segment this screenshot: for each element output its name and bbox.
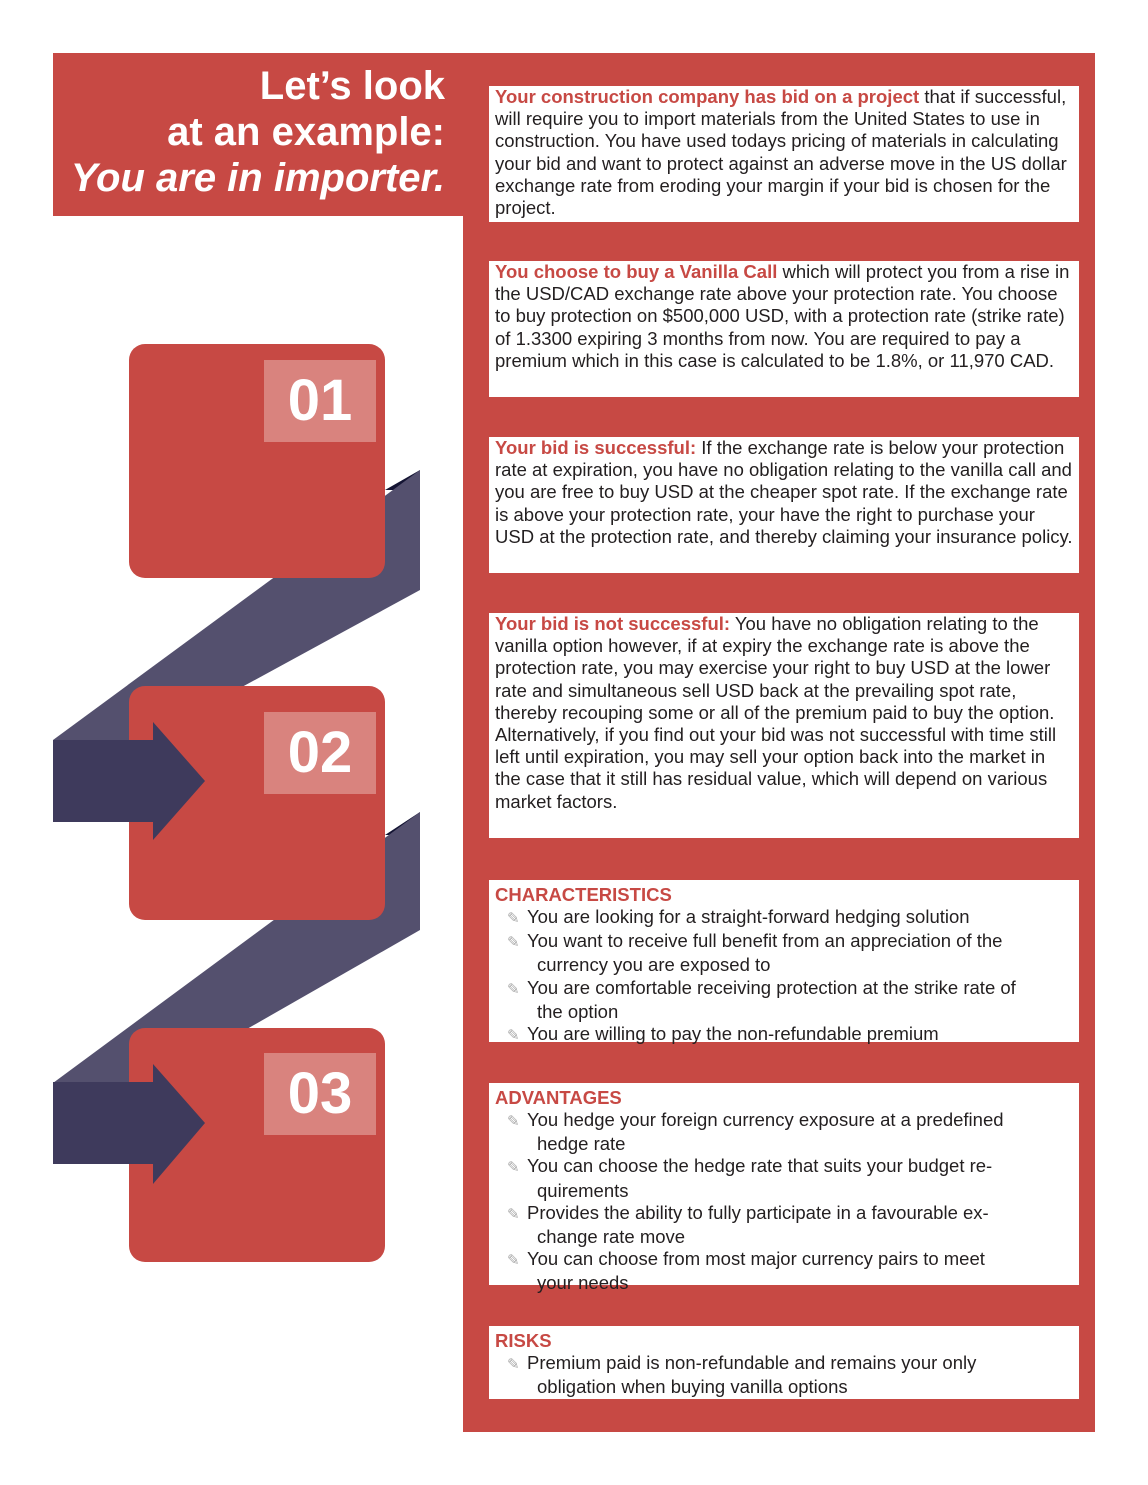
- project-lead: Your construction company has bid on a project: [495, 86, 920, 107]
- list-item: [507, 906, 1073, 930]
- arrow-head-3: [129, 1064, 205, 1184]
- list-item: [507, 977, 1073, 1023]
- advantages-box: [489, 1083, 1079, 1294]
- list-item: [507, 1352, 1073, 1398]
- successful-box: [489, 437, 1079, 573]
- not-successful-lead: Your bid is not successful:: [495, 613, 731, 634]
- project-body: that if successful, will require you to import materials from the United States to use in construction. You have used todays pricing of materials in calculating your bid and want to protect against an adverse move in the US dollar exchange rate from eroding your margin if your bid is chosen for the project.: [495, 86, 1067, 219]
- step-number-2: 02: [264, 712, 376, 794]
- pencil-icon: ✎: [507, 1205, 520, 1223]
- list-item-text-cont: change rate move: [537, 1226, 686, 1248]
- pencil-icon: ✎: [507, 1113, 520, 1130]
- list-item-text-cont: currency you are exposed to: [537, 954, 771, 976]
- pencil-icon: ✎: [507, 1356, 520, 1373]
- list-item: [507, 1248, 1073, 1294]
- advantages-heading: ADVANTAGES: [495, 1087, 622, 1108]
- list-item-text-cont: the option: [537, 1000, 619, 1022]
- characteristics-heading: CHARACTERISTICS: [495, 884, 672, 905]
- characteristics-box: [489, 880, 1079, 1045]
- list-item-text: You are comfortable receiving protection at the strike rate of: [527, 976, 1016, 998]
- vanilla-call-body: which will protect you from a rise in the USD/CAD exchange rate above your protection rate. You choose to buy protection on $500,000 USD, with a protection rate (strike rate) of 1.3300 expiring 3 months from now. You are required to pay a premium which in this case is calculated to be 1.8%, or 11,970 CAD.: [495, 261, 1070, 371]
- pencil-icon: ✎: [507, 980, 520, 998]
- list-item-text-cont: hedge rate: [537, 1133, 626, 1155]
- list-item: [507, 1023, 1073, 1047]
- list-item: [507, 930, 1073, 976]
- list-item-text: You hedge your foreign currency exposure at a predefined: [527, 1109, 1004, 1130]
- title-line-2: at an example:: [167, 110, 445, 154]
- risks-heading: RISKS: [495, 1330, 552, 1351]
- characteristics-list: [495, 906, 1073, 1047]
- list-item-text: You are willing to pay the non-refundable premium: [527, 1023, 939, 1045]
- not-successful-body: You have no obligation relating to the vanilla option however, if at expiry the exchange rate is above the protection rate, you may exercise your right to buy USD at the lower rate and simultaneous sell USD back at the prevailing spot rate, thereby recouping some or all of the premium paid to buy the option. Alternatively, if you find out your bid was not successful with time still left until expiration, you may sell your option back into the market in the case that it still has residual value, which will depend on various market factors.: [495, 613, 1057, 812]
- project-box: [489, 86, 1079, 222]
- risks-list: [495, 1352, 1073, 1398]
- step-number-1: 01: [264, 360, 376, 442]
- arrow-head-2: [129, 722, 205, 840]
- list-item: [507, 1155, 1073, 1201]
- successful-body: If the exchange rate is below your protection rate at expiration, you have no obligation relating to the vanilla call and you are free to buy USD at the cheaper spot rate. If the exchange rate is above your protection rate, your have the right to purchase your USD at the protection rate, and thereby claiming your insurance policy.: [495, 437, 1073, 547]
- title-line-3: You are in importer.: [70, 156, 445, 200]
- pencil-icon: ✎: [507, 910, 520, 927]
- pencil-icon: ✎: [507, 1252, 520, 1270]
- pencil-icon: ✎: [507, 934, 520, 952]
- vanilla-call-lead: You choose to buy a Vanilla Call: [495, 261, 778, 282]
- title-line-1: Let’s look: [259, 64, 445, 108]
- successful-lead: Your bid is successful:: [495, 437, 697, 458]
- list-item-text-cont: quirements: [537, 1179, 629, 1201]
- list-item-text-cont: obligation when buying vanilla options: [537, 1376, 848, 1398]
- not-successful-box: [489, 613, 1079, 838]
- step-number-3: 03: [264, 1053, 376, 1135]
- pencil-icon: ✎: [507, 1027, 520, 1045]
- pencil-icon: ✎: [507, 1159, 520, 1177]
- list-item: [507, 1202, 1073, 1248]
- list-item-text: You are looking for a straight-forward hedging solution: [527, 906, 970, 927]
- list-item-text: Provides the ability to fully participate in a favourable ex-: [527, 1201, 989, 1223]
- advantages-list: [495, 1109, 1073, 1295]
- list-item-text: Premium paid is non-refundable and remains your only: [527, 1352, 977, 1373]
- risks-box: [489, 1326, 1079, 1399]
- vanilla-call-box: [489, 261, 1079, 397]
- list-item-text: You can choose from most major currency pairs to meet: [527, 1248, 985, 1270]
- list-item-text: You can choose the hedge rate that suits your budget re-: [527, 1155, 993, 1177]
- list-item-text: You want to receive full benefit from an appreciation of the: [527, 930, 1003, 952]
- list-item: [507, 1109, 1073, 1155]
- list-item-text-cont: your needs: [537, 1272, 629, 1294]
